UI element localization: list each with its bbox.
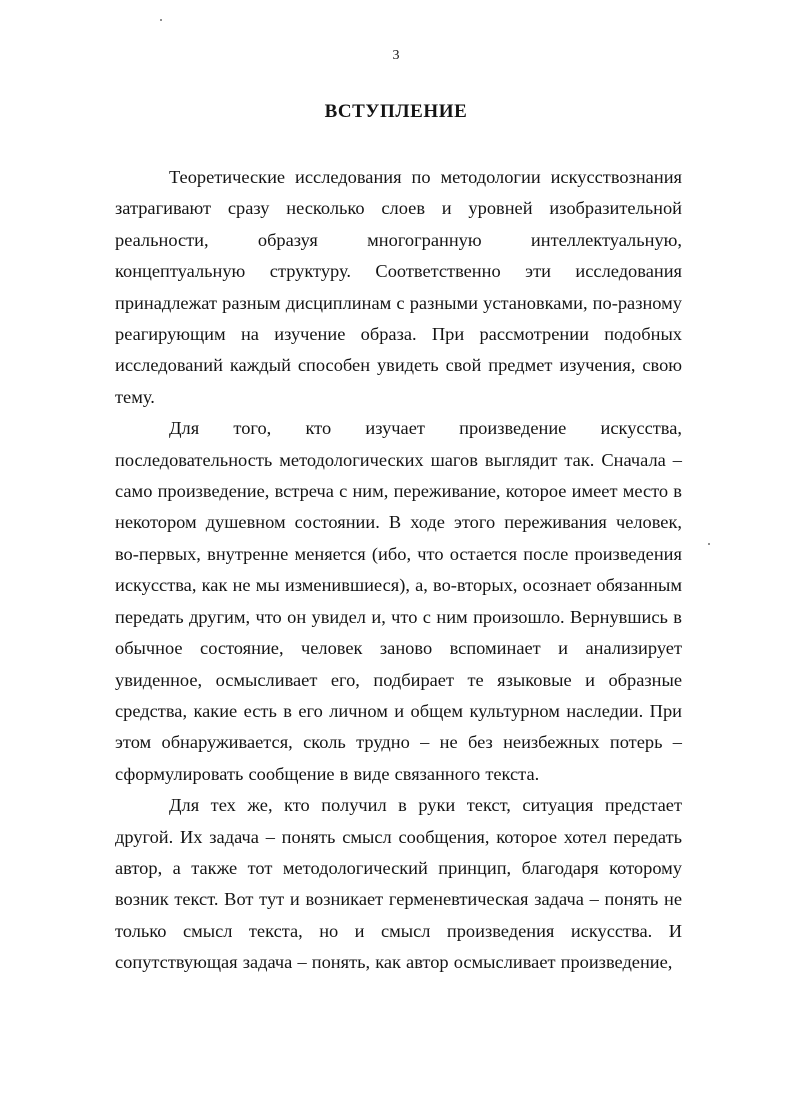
scan-speck	[160, 19, 162, 21]
paragraph-3: Для тех же, кто получил в руки текст, ситуация предстает другой. Их задача – понять смысл сообщения, которое хотел передать автор, а также тот методологический принцип, благодаря которому возник текст. Вот тут и возникает герменевтическая задача – понять не только смысл текста, но и смысл произведения искусства. И сопутствующая задача – понять, как автор осмысливает произведение,	[115, 795, 682, 973]
paragraph-2: Для того, кто изучает произведение искусства, последовательность методологических шагов выглядит так. Сначала – само произведение, встреча с ним, переживание, которое имеет место в некотором душевном состоянии. В ходе этого переживания человек, во-первых, внутренне меняется (ибо, что остается после произведения искусства, как не мы изменившиеся), а, во-вторых, осознает обязанным передать другим, что он увидел и, что с ним произошло. Вернувшись в обычное состояние, человек заново вспоминает и анализирует увиденное, осмысливает его, подбирает те языковые и образные средства, какие есть в его личном и общем культурном наследии. При этом обнаруживается, сколь трудно – не без неизбежных потерь – сформулировать сообщение в виде связанного текста.	[115, 418, 682, 784]
page-number: 3	[392, 48, 400, 63]
paragraph-1: Теоретические исследования по методологии искусствознания затрагивают сразу несколько слоев и уровней изобразительной реальности, образуя многогранную интеллектуальную, концептуальную структуру. Соответственно эти исследования принадлежат разным дисциплинам с разными установками, по-разному реагирующим на изучение образа. При рассмотрении подобных исследований каждый способен увидеть свой предмет изучения, свою тему.	[115, 167, 682, 407]
section-heading: ВСТУПЛЕНИЕ	[324, 101, 468, 122]
scan-speck	[708, 543, 710, 545]
body-text	[115, 162, 682, 979]
